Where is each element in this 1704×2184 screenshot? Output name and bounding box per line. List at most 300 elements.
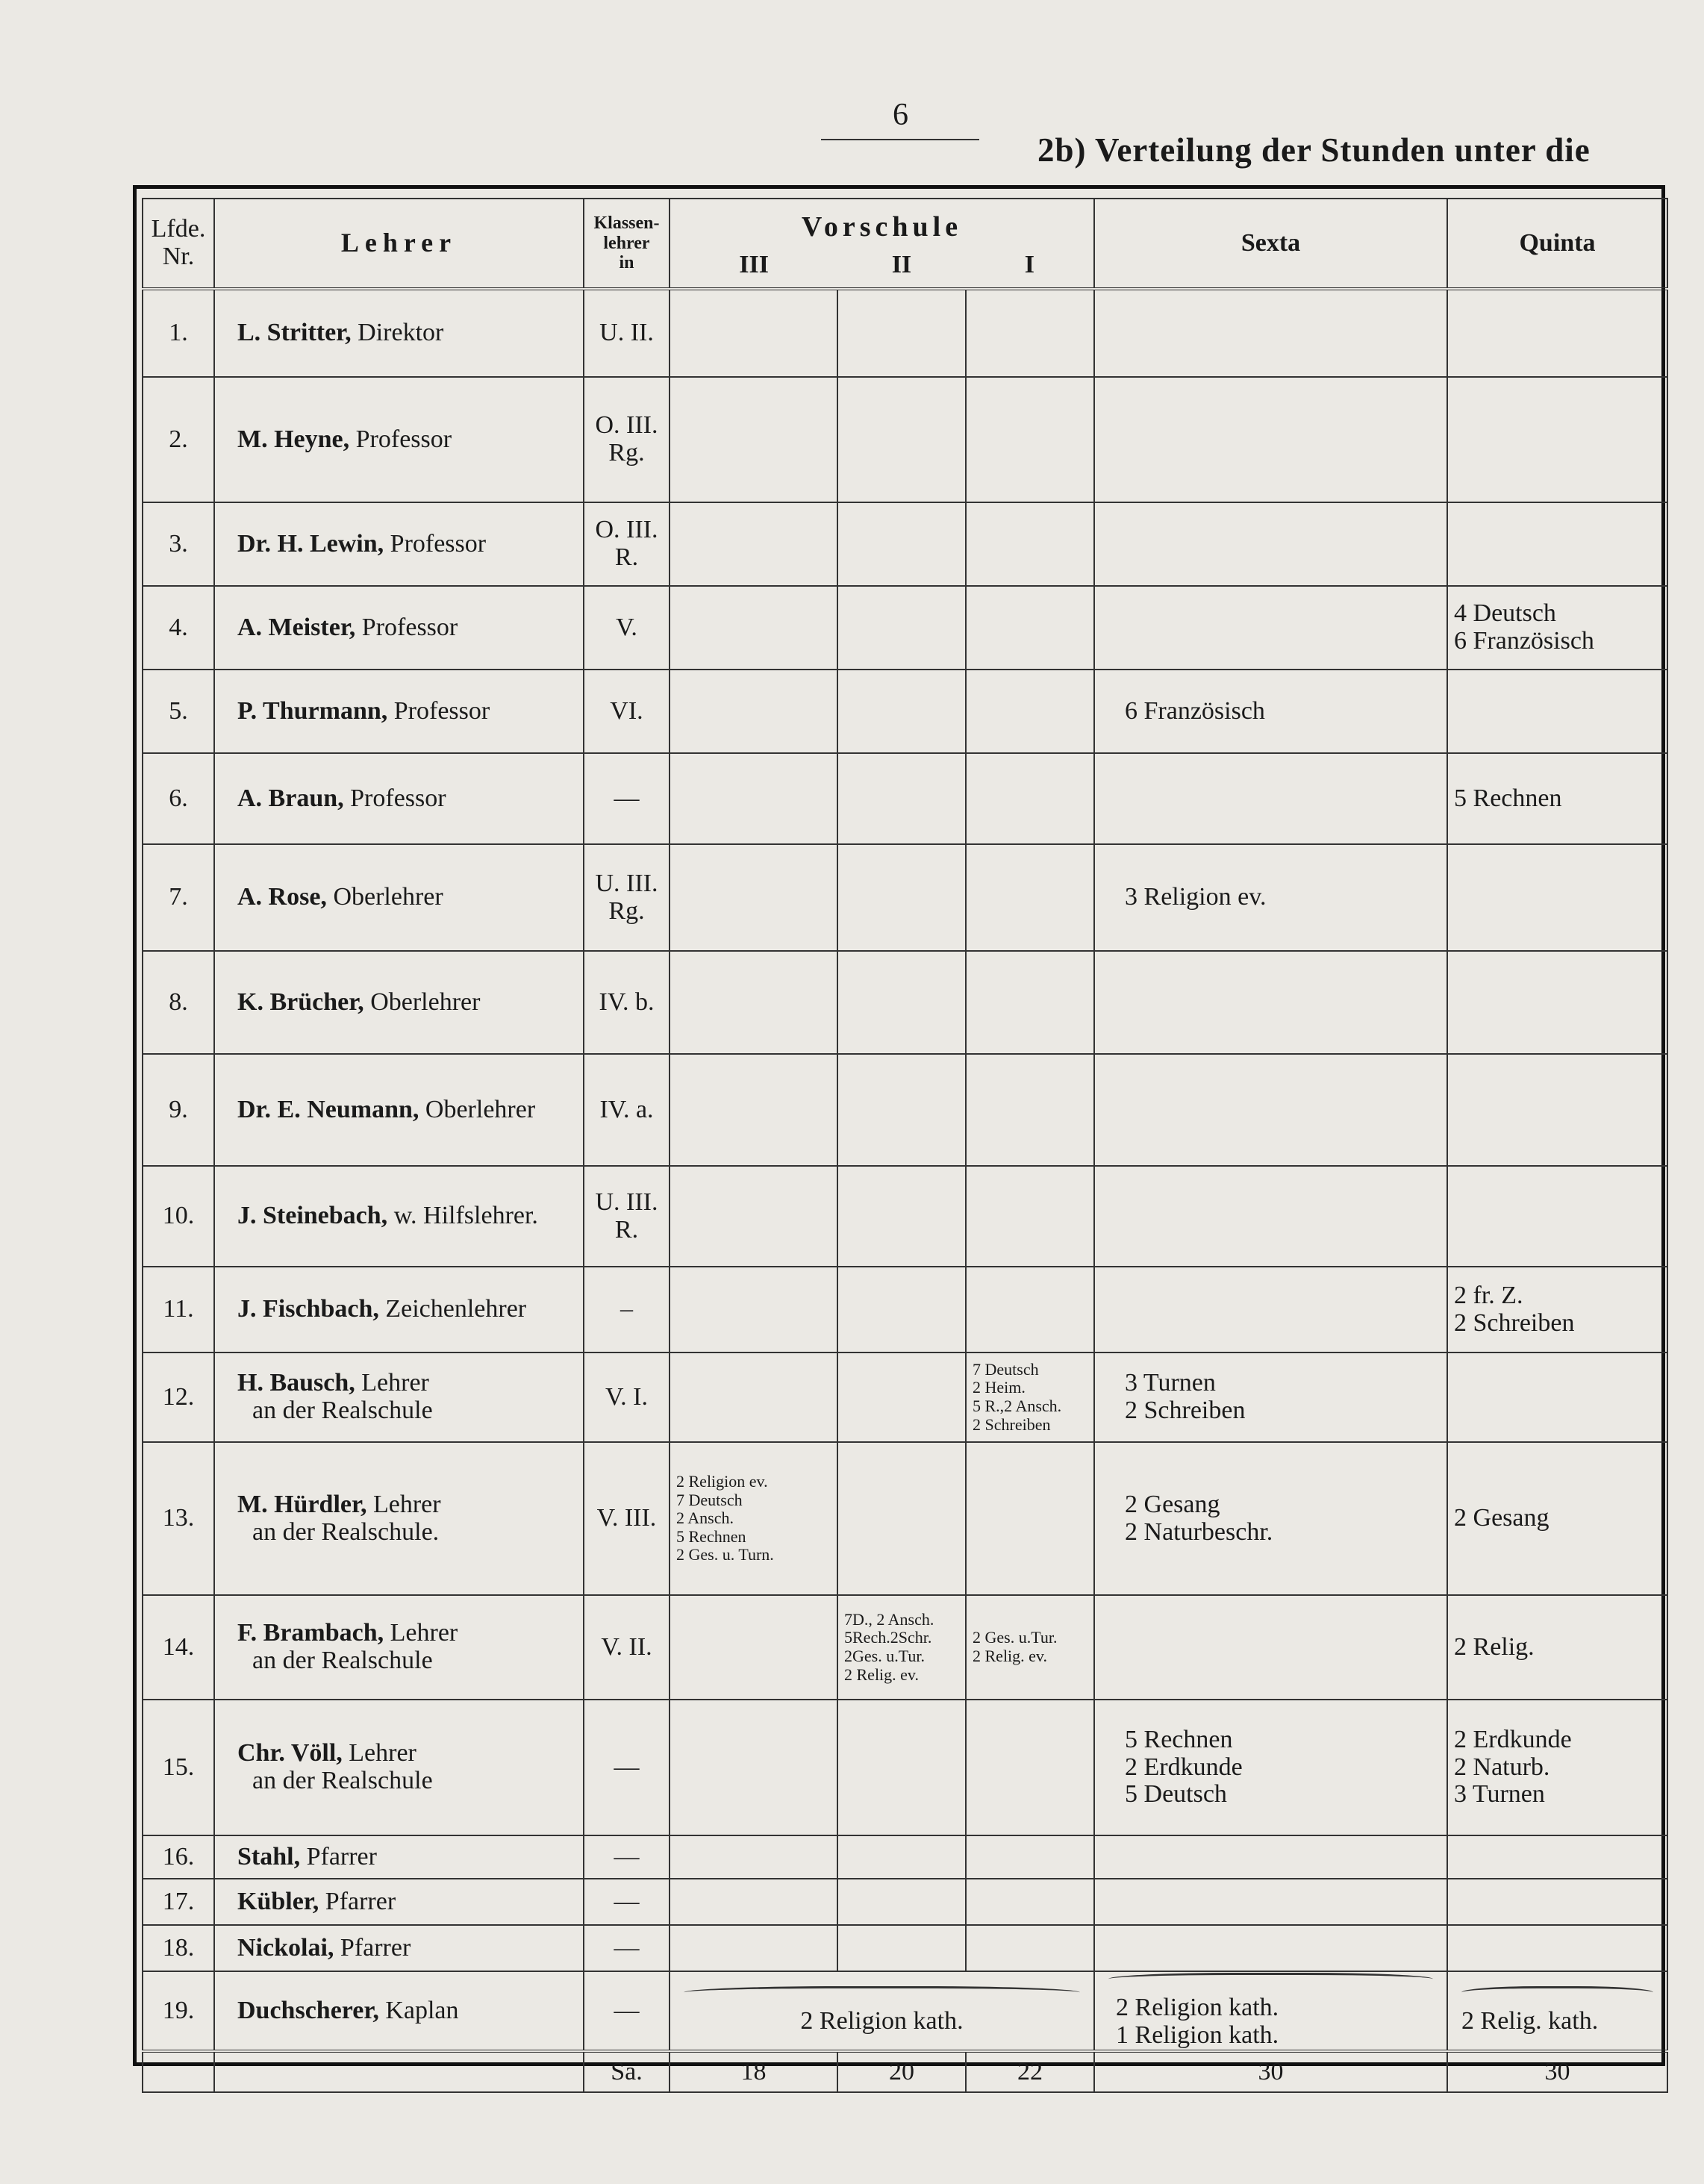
sum-vorschule-ii bbox=[837, 2051, 966, 2092]
table-row bbox=[143, 1352, 1667, 1442]
cell-line: 7 Deutsch bbox=[973, 1359, 1039, 1379]
teacher-title: Lehrer bbox=[342, 1739, 416, 1768]
cell-line: IV. a. bbox=[599, 1095, 654, 1123]
vorschule-i-cell bbox=[966, 1595, 1094, 1700]
teacher-name: K. Brücher, bbox=[237, 988, 364, 1016]
cell-line: V. III. bbox=[596, 1504, 657, 1532]
header-row bbox=[143, 199, 1667, 289]
teacher-name: Kübler, bbox=[237, 1887, 319, 1915]
teacher-name: A. Braun, bbox=[237, 784, 344, 812]
vorschule-merged-cell bbox=[670, 1971, 1094, 2051]
teacher-title: Pfarrer bbox=[300, 1842, 377, 1871]
vorschule-ii-cell bbox=[837, 670, 966, 753]
teacher-title: Oberlehrer bbox=[326, 883, 443, 911]
row-number bbox=[143, 1835, 214, 1879]
table-row bbox=[143, 1442, 1667, 1595]
sexta-cell bbox=[1094, 844, 1447, 951]
col-lfd-nr: Lfde. Nr. bbox=[143, 199, 214, 289]
teacher-cell bbox=[214, 1879, 584, 1925]
row-number bbox=[143, 502, 214, 586]
vorschule-iii-cell bbox=[670, 670, 837, 753]
vorschule-iii-cell bbox=[670, 586, 837, 670]
klassenlehrer-cell bbox=[584, 1925, 670, 1971]
vorschule-iii-cell bbox=[670, 1054, 837, 1166]
col-sexta: Sexta bbox=[1094, 199, 1447, 289]
quinta-cell bbox=[1447, 753, 1667, 844]
cell-line: 22 bbox=[1017, 2057, 1043, 2085]
teacher-cell bbox=[214, 1166, 584, 1267]
cell-line: 5 R.,2 Ansch. bbox=[973, 1397, 1062, 1415]
row-number bbox=[143, 377, 214, 502]
sexta-cell bbox=[1094, 1054, 1447, 1166]
cell-line: 10. bbox=[162, 1202, 195, 1230]
teacher-cell bbox=[214, 289, 584, 377]
cell-line: 2 Schreiben bbox=[1125, 1397, 1246, 1424]
quinta-cell bbox=[1447, 1352, 1667, 1442]
cell-line: 2 Religion kath. bbox=[1116, 1993, 1279, 2021]
sexta-cell bbox=[1094, 1595, 1447, 1700]
cell-line: 9. bbox=[169, 1095, 188, 1123]
klassenlehrer-cell bbox=[584, 1267, 670, 1352]
quinta-cell bbox=[1447, 289, 1667, 377]
quinta-cell bbox=[1447, 1879, 1667, 1925]
cell-line: 5 Rechnen bbox=[1454, 784, 1562, 812]
vorschule-iii-cell bbox=[670, 753, 837, 844]
table-row bbox=[143, 1595, 1667, 1700]
sum-label bbox=[584, 2051, 670, 2092]
vorschule-i: I bbox=[1024, 251, 1034, 279]
quinta-cell bbox=[1447, 1442, 1667, 1595]
cell-line: 17. bbox=[162, 1887, 195, 1915]
vorschule-i-cell bbox=[966, 289, 1094, 377]
sexta-cell bbox=[1094, 586, 1447, 670]
sexta-cell bbox=[1094, 502, 1447, 586]
quinta-cell bbox=[1447, 1925, 1667, 1971]
teacher-name: Dr. H. Lewin, bbox=[237, 529, 384, 558]
vorschule-i-cell bbox=[966, 1879, 1094, 1925]
vorschule-i-cell bbox=[966, 502, 1094, 586]
col-quinta: Quinta bbox=[1447, 199, 1667, 289]
vorschule-iii-cell bbox=[670, 1267, 837, 1352]
schedule-table-frame bbox=[133, 185, 1665, 2085]
cell-line: 2 Erdkunde bbox=[1125, 1753, 1243, 1781]
cell-line: 15. bbox=[162, 1753, 195, 1781]
vorschule-ii-cell bbox=[837, 1700, 966, 1835]
teacher-title: Direktor bbox=[351, 319, 444, 347]
vorschule-label: Vorschule bbox=[801, 211, 963, 243]
table-row bbox=[143, 1879, 1667, 1925]
vorschule-i-cell bbox=[966, 1054, 1094, 1166]
teacher-cell bbox=[214, 670, 584, 753]
teacher-cell bbox=[214, 586, 584, 670]
quinta-cell bbox=[1447, 1595, 1667, 1700]
teacher-name: Nickolai, bbox=[237, 1933, 334, 1962]
teacher-cell bbox=[214, 1925, 584, 1971]
row-number bbox=[143, 1700, 214, 1835]
sum-vorschule-iii bbox=[670, 2051, 837, 2092]
row-number bbox=[143, 1595, 214, 1700]
vorschule-ii-cell bbox=[837, 844, 966, 951]
cell-line: 8. bbox=[169, 988, 188, 1016]
cell-line: — bbox=[614, 1996, 640, 2024]
row-number bbox=[143, 1054, 214, 1166]
quinta-cell bbox=[1447, 1166, 1667, 1267]
vorschule-ii-cell bbox=[837, 1442, 966, 1595]
vorschule-i-cell bbox=[966, 1267, 1094, 1352]
vorschule-ii-cell bbox=[837, 1267, 966, 1352]
sexta-cell bbox=[1094, 1879, 1447, 1925]
teacher-name: M. Heyne, bbox=[237, 425, 350, 453]
cell-line: 6 Französisch bbox=[1454, 627, 1594, 655]
vorschule-ii-cell bbox=[837, 586, 966, 670]
cell-line: 2 Religion ev. bbox=[676, 1471, 768, 1491]
teacher-name: Stahl, bbox=[237, 1842, 301, 1871]
quinta-cell bbox=[1447, 586, 1667, 670]
table-row bbox=[143, 1925, 1667, 1971]
cell-line: — bbox=[614, 1753, 640, 1781]
teacher-cell bbox=[214, 1835, 584, 1879]
klassenlehrer-cell bbox=[584, 1442, 670, 1595]
teacher-title-line2: an der Realschule bbox=[252, 1767, 433, 1794]
vorschule-iii-cell bbox=[670, 289, 837, 377]
sexta-cell bbox=[1094, 753, 1447, 844]
teacher-title: Lehrer bbox=[366, 1490, 441, 1518]
vorschule-i-cell bbox=[966, 1925, 1094, 1971]
cell-line: 3 Turnen bbox=[1454, 1780, 1545, 1809]
teacher-title: w. Hilfslehrer. bbox=[387, 1202, 538, 1230]
teacher-name: A. Meister, bbox=[237, 613, 356, 641]
sexta-cell bbox=[1094, 670, 1447, 753]
col-lehrer: Lehrer bbox=[214, 199, 584, 289]
quinta-cell bbox=[1447, 377, 1667, 502]
vorschule-iii-cell bbox=[670, 502, 837, 586]
cell-line: 2 Heim. bbox=[973, 1378, 1026, 1397]
teacher-name: Dr. E. Neumann, bbox=[237, 1095, 419, 1123]
teacher-cell bbox=[214, 844, 584, 951]
page-number: 6 bbox=[893, 98, 908, 132]
cell-line: 13. bbox=[162, 1504, 195, 1532]
teacher-cell bbox=[214, 1267, 584, 1352]
quinta-cell bbox=[1447, 1835, 1667, 1879]
teacher-title-line2: an der Realschule. bbox=[252, 1517, 440, 1546]
cell-line: 6. bbox=[169, 784, 188, 812]
cell-line: Sa. bbox=[611, 2057, 643, 2085]
teacher-title: Professor bbox=[384, 529, 487, 558]
teacher-name: M. Hürdler, bbox=[237, 1490, 367, 1518]
teacher-title: Professor bbox=[387, 696, 490, 725]
cell-line: 3. bbox=[169, 529, 188, 558]
cell-line: 2 Erdkunde bbox=[1454, 1725, 1572, 1753]
quinta-cell bbox=[1447, 1267, 1667, 1352]
vorschule-i-cell bbox=[966, 670, 1094, 753]
klassenlehrer-cell bbox=[584, 1879, 670, 1925]
cell-line: 2 Relig. bbox=[1454, 1632, 1535, 1661]
cell-line: 1. bbox=[169, 319, 188, 347]
teacher-name: J. Steinebach, bbox=[237, 1202, 388, 1230]
sexta-cell bbox=[1094, 951, 1447, 1054]
cell-line: 6 Französisch bbox=[1125, 696, 1265, 725]
vorschule-iii: III bbox=[739, 251, 769, 279]
cell-line: 20 bbox=[889, 2057, 914, 2085]
sum-row bbox=[143, 2051, 1667, 2092]
cell-line: 2 Relig. kath. bbox=[1461, 2007, 1599, 2035]
teacher-title: Professor bbox=[349, 425, 452, 453]
table-row bbox=[143, 586, 1667, 670]
vorschule-iii-cell bbox=[670, 1166, 837, 1267]
vorschule-i-cell bbox=[966, 1352, 1094, 1442]
cell-line: — bbox=[614, 1887, 640, 1915]
vorschule-iii-cell bbox=[670, 1442, 837, 1595]
vorschule-ii-cell bbox=[837, 1352, 966, 1442]
row-number bbox=[143, 670, 214, 753]
vorschule-ii-cell bbox=[837, 1925, 966, 1971]
sexta-cell bbox=[1094, 377, 1447, 502]
schedule-table bbox=[142, 198, 1668, 2093]
teacher-name: L. Stritter, bbox=[237, 319, 352, 347]
cell-line: VI. bbox=[610, 696, 643, 725]
klassenlehrer-cell bbox=[584, 1352, 670, 1442]
klassenlehrer-cell bbox=[584, 289, 670, 377]
table-row bbox=[143, 844, 1667, 951]
vorschule-i-cell bbox=[966, 1700, 1094, 1835]
teacher-title: Oberlehrer bbox=[419, 1095, 536, 1123]
cell-line: 5Rech.2Schr. bbox=[844, 1628, 932, 1647]
cell-line: 7D., 2 Ansch. bbox=[844, 1609, 934, 1629]
vorschule-ii-cell bbox=[837, 753, 966, 844]
cell-line: 2Ges. u.Tur. bbox=[844, 1647, 925, 1665]
cell-line: 2 Ges. u.Tur. bbox=[973, 1628, 1058, 1647]
vorschule-iii-cell bbox=[670, 844, 837, 951]
klassenlehrer-cell bbox=[584, 670, 670, 753]
row-number bbox=[143, 586, 214, 670]
quinta-cell bbox=[1447, 1700, 1667, 1835]
vorschule-iii-cell bbox=[670, 1700, 837, 1835]
vorschule-i-cell bbox=[966, 951, 1094, 1054]
teacher-name: Chr. Völl, bbox=[237, 1739, 343, 1768]
teacher-cell bbox=[214, 1054, 584, 1166]
vorschule-i-cell bbox=[966, 1442, 1094, 1595]
vorschule-ii-cell bbox=[837, 1595, 966, 1700]
quinta-cell bbox=[1447, 844, 1667, 951]
row-number bbox=[143, 951, 214, 1054]
klassenlehrer-cell bbox=[584, 753, 670, 844]
sexta-cell bbox=[1094, 1925, 1447, 1971]
cell-line: 2 fr. Z. bbox=[1454, 1281, 1523, 1309]
cell-line: 30 bbox=[1258, 2057, 1284, 2085]
cell-line: 7 Deutsch bbox=[676, 1490, 743, 1509]
cell-line: 2 Naturb. bbox=[1454, 1753, 1550, 1781]
teacher-title: Professor bbox=[355, 613, 458, 641]
cell-line: 18. bbox=[162, 1933, 195, 1962]
cell-line: 12. bbox=[162, 1382, 195, 1411]
vorschule-i-cell bbox=[966, 586, 1094, 670]
sexta-cell bbox=[1094, 1835, 1447, 1879]
vorschule-iii-cell bbox=[670, 1925, 837, 1971]
teacher-name: H. Bausch, bbox=[237, 1369, 355, 1397]
cell-line: Rg. bbox=[608, 439, 645, 467]
cell-line: 3 Turnen bbox=[1125, 1369, 1216, 1397]
vorschule-ii-cell bbox=[837, 1166, 966, 1267]
vorschule-ii-cell bbox=[837, 502, 966, 586]
teacher-title: Lehrer bbox=[384, 1619, 458, 1647]
teacher-cell bbox=[214, 502, 584, 586]
cell-line: – bbox=[620, 1295, 633, 1323]
klassenlehrer-cell bbox=[584, 1835, 670, 1879]
teacher-title: Oberlehrer bbox=[363, 988, 481, 1016]
vorschule-i-cell bbox=[966, 377, 1094, 502]
sum-quinta bbox=[1447, 2051, 1667, 2092]
row-number bbox=[143, 289, 214, 377]
cell-line: U. III. bbox=[595, 1188, 658, 1216]
klassenlehrer-cell bbox=[584, 586, 670, 670]
cell-line: 11. bbox=[163, 1295, 194, 1323]
cell-line: 2 Gesang bbox=[1125, 1490, 1220, 1518]
table-row bbox=[143, 951, 1667, 1054]
row-number bbox=[143, 1442, 214, 1595]
table-row bbox=[143, 1700, 1667, 1835]
sexta-cell bbox=[1094, 1971, 1447, 2051]
cell-line: — bbox=[614, 1933, 640, 1962]
teacher-cell bbox=[214, 1700, 584, 1835]
vorschule-i-cell bbox=[966, 1835, 1094, 1879]
row-number bbox=[143, 1879, 214, 1925]
teacher-cell bbox=[214, 377, 584, 502]
table-row bbox=[143, 1166, 1667, 1267]
row-number bbox=[143, 1267, 214, 1352]
klassenlehrer-cell bbox=[584, 1054, 670, 1166]
cell-line: U. II. bbox=[599, 319, 654, 347]
row-number bbox=[143, 844, 214, 951]
cell-line: V. I. bbox=[605, 1382, 648, 1411]
table-row bbox=[143, 289, 1667, 377]
quinta-cell bbox=[1447, 502, 1667, 586]
cell-line: Rg. bbox=[608, 896, 645, 925]
cell-line: 2 Naturbeschr. bbox=[1125, 1517, 1273, 1546]
cell-line: 19. bbox=[162, 1996, 195, 2024]
cell-line: V. bbox=[616, 613, 637, 641]
teacher-cell bbox=[214, 951, 584, 1054]
teacher-title: Lehrer bbox=[355, 1369, 429, 1397]
klassenlehrer-cell bbox=[584, 844, 670, 951]
sexta-cell bbox=[1094, 1700, 1447, 1835]
quinta-cell bbox=[1447, 670, 1667, 753]
table-row bbox=[143, 1835, 1667, 1879]
vorschule-ii-cell bbox=[837, 289, 966, 377]
cell-line: 2 Schreiben bbox=[1454, 1308, 1575, 1337]
teacher-title: Kaplan bbox=[378, 1996, 459, 2024]
cell-line: 14. bbox=[162, 1632, 195, 1661]
table-row bbox=[143, 1267, 1667, 1352]
cell-line: 1 Religion kath. bbox=[1116, 2021, 1279, 2049]
row-number bbox=[143, 753, 214, 844]
brace-line bbox=[1108, 1973, 1433, 1988]
vorschule-iii-cell bbox=[670, 1595, 837, 1700]
table-row bbox=[143, 753, 1667, 844]
klassenlehrer-cell bbox=[584, 1971, 670, 2051]
teacher-name: F. Brambach, bbox=[237, 1619, 384, 1647]
teacher-title: Pfarrer bbox=[319, 1887, 396, 1915]
cell-line: 5 Deutsch bbox=[1125, 1780, 1227, 1809]
sexta-cell bbox=[1094, 289, 1447, 377]
teacher-name: A. Rose, bbox=[237, 883, 327, 911]
cell-line: 2 Schreiben bbox=[973, 1414, 1051, 1434]
sum-sexta bbox=[1094, 2051, 1447, 2092]
cell-line: 16. bbox=[162, 1842, 195, 1871]
vorschule-iii-cell bbox=[670, 377, 837, 502]
sum-vorschule-i bbox=[966, 2051, 1094, 2092]
vorschule-ii-cell bbox=[837, 1054, 966, 1166]
row-number bbox=[143, 1925, 214, 1971]
cell-line: 3 Religion ev. bbox=[1125, 883, 1267, 911]
cell-line: R. bbox=[614, 543, 639, 571]
vorschule-i-cell bbox=[966, 844, 1094, 951]
col-vorschule bbox=[670, 199, 1094, 289]
quinta-cell bbox=[1447, 951, 1667, 1054]
row-number bbox=[143, 1971, 214, 2051]
brace-line bbox=[684, 1986, 1080, 2002]
cell-line: 7. bbox=[169, 883, 188, 911]
teacher-title: Zeichenlehrer bbox=[378, 1295, 527, 1323]
cell-line: 2 Religion kath. bbox=[800, 2007, 964, 2035]
teacher-name: J. Fischbach, bbox=[237, 1295, 379, 1323]
table-row bbox=[143, 502, 1667, 586]
vorschule-iii-cell bbox=[670, 1835, 837, 1879]
row-number bbox=[143, 1352, 214, 1442]
cell-line: 2 Ansch. bbox=[676, 1508, 734, 1528]
quinta-cell bbox=[1447, 1971, 1667, 2051]
vorschule-iii-cell bbox=[670, 1352, 837, 1442]
top-rule bbox=[821, 139, 979, 140]
vorschule-iii-cell bbox=[670, 1879, 837, 1925]
klassenlehrer-cell bbox=[584, 951, 670, 1054]
sexta-cell bbox=[1094, 1442, 1447, 1595]
cell-line: O. III. bbox=[595, 411, 658, 440]
cell-line: 5 Rechnen bbox=[1125, 1725, 1233, 1753]
sum-empty-name bbox=[214, 2051, 584, 2092]
cell-line: 4 Deutsch bbox=[1454, 599, 1556, 628]
cell-line: 2 Ges. u. Turn. bbox=[676, 1545, 774, 1564]
cell-line: V. II. bbox=[601, 1632, 652, 1661]
cell-line: 4. bbox=[169, 613, 188, 641]
klassenlehrer-cell bbox=[584, 1700, 670, 1835]
vorschule-ii-cell bbox=[837, 1879, 966, 1925]
vorschule-i-cell bbox=[966, 753, 1094, 844]
teacher-cell bbox=[214, 1442, 584, 1595]
cell-line: — bbox=[614, 1842, 640, 1871]
sexta-cell bbox=[1094, 1166, 1447, 1267]
sum-empty-nr bbox=[143, 2051, 214, 2092]
vorschule-i-cell bbox=[966, 1166, 1094, 1267]
quinta-cell bbox=[1447, 1054, 1667, 1166]
teacher-cell bbox=[214, 1971, 584, 2051]
klassenlehrer-cell bbox=[584, 502, 670, 586]
table-row bbox=[143, 377, 1667, 502]
table-row bbox=[143, 1054, 1667, 1166]
cell-line: 2 Relig. ev. bbox=[844, 1664, 919, 1684]
col-klassenlehrer: Klassen- lehrer in bbox=[584, 199, 670, 289]
vorschule-ii-cell bbox=[837, 1835, 966, 1879]
klassenlehrer-cell bbox=[584, 1595, 670, 1700]
cell-line: — bbox=[614, 784, 640, 812]
teacher-name: Duchscherer, bbox=[237, 1996, 379, 2024]
vorschule-iii-cell bbox=[670, 951, 837, 1054]
row-number bbox=[143, 1166, 214, 1267]
teacher-cell bbox=[214, 1595, 584, 1700]
table-row bbox=[143, 1971, 1667, 2051]
cell-line: 2 Gesang bbox=[1454, 1504, 1549, 1532]
page-heading: 2b) Verteilung der Stunden unter die bbox=[1037, 131, 1591, 169]
cell-line: 30 bbox=[1544, 2057, 1570, 2085]
